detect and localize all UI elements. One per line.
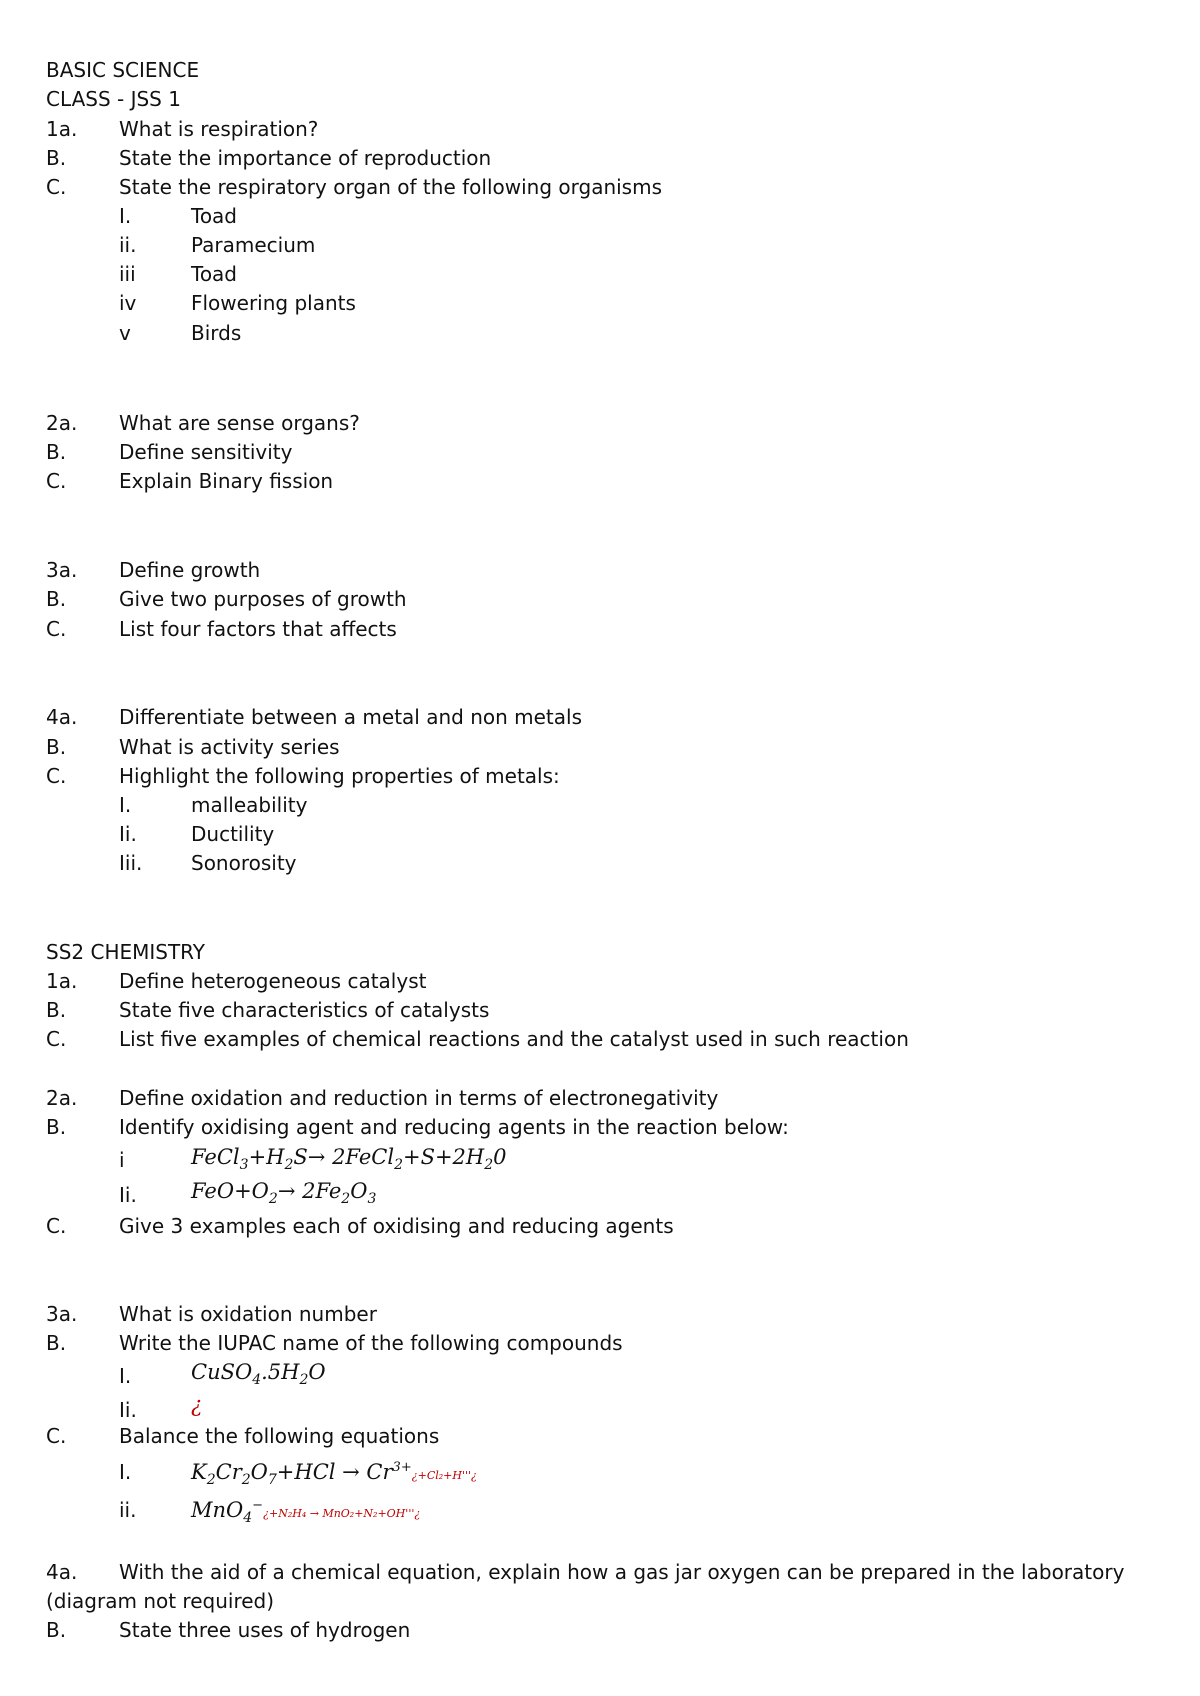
question-label: C. <box>46 1214 67 1238</box>
sub-item-text: Ductility <box>191 822 275 846</box>
question-label: B. <box>46 440 67 464</box>
sub-item-label: I. <box>119 1364 132 1388</box>
question-label: B. <box>46 1115 67 1139</box>
question-label: B. <box>46 146 67 170</box>
question-text: Balance the following equations <box>119 1424 440 1448</box>
sub-item-label: Ii. <box>119 1398 137 1422</box>
sub-item-label: Ii. <box>119 822 137 846</box>
question-label: 4a. <box>46 1560 78 1584</box>
question-label: C. <box>46 1424 67 1448</box>
chemical-equation: $FeO+O_2\to 2Fe_2O_3$ <box>191 1179 377 1207</box>
question-label: 1a. <box>46 117 78 141</box>
question-text: Give two purposes of growth <box>119 587 407 611</box>
question-text: List five examples of chemical reactions and the catalyst used in such reaction <box>119 1027 909 1051</box>
question-text: With the aid of a chemical equation, explain how a gas jar oxygen can be prepared in the laboratory <box>119 1560 1125 1584</box>
section-title: BASIC SCIENCE <box>46 58 200 82</box>
question-label: C. <box>46 617 67 641</box>
chemical-equation: $FeCl_3+H_2S\to$ $2FeCl_2+S+2H_20$ <box>191 1145 507 1173</box>
question-text-continuation: (diagram not required) <box>46 1589 275 1613</box>
question-text: Define oxidation and reduction in terms of electronegativity <box>119 1086 719 1110</box>
chemical-equation: $K_2Cr_2O_7+HCl$ → $Cr^{3+}¿+Cl_2+H'''¿$ <box>191 1460 477 1488</box>
question-label: 3a. <box>46 558 78 582</box>
question-label: 3a. <box>46 1302 78 1326</box>
question-text: Give 3 examples each of oxidising and reducing agents <box>119 1214 674 1238</box>
sub-item-text: Birds <box>191 321 242 345</box>
question-text: Explain Binary fission <box>119 469 334 493</box>
question-text: Identify oxidising agent and reducing agents in the reaction below: <box>119 1115 789 1139</box>
question-text: What is activity series <box>119 735 340 759</box>
question-label: B. <box>46 1618 67 1642</box>
sub-item-label: I. <box>119 1460 132 1484</box>
sub-item-label: ii. <box>119 1498 137 1522</box>
question-label: B. <box>46 735 67 759</box>
question-label: C. <box>46 469 67 493</box>
question-text: State the importance of reproduction <box>119 146 492 170</box>
question-text: Define sensitivity <box>119 440 293 464</box>
question-text: Define growth <box>119 558 261 582</box>
question-text: State three uses of hydrogen <box>119 1618 411 1642</box>
question-label: 4a. <box>46 705 78 729</box>
question-label: C. <box>46 1027 67 1051</box>
question-text: What is respiration? <box>119 117 319 141</box>
question-text: State the respiratory organ of the following organisms <box>119 175 662 199</box>
sub-item-label: I. <box>119 793 132 817</box>
question-text: What is oxidation number <box>119 1302 377 1326</box>
question-text: Define heterogeneous catalyst <box>119 969 427 993</box>
sub-item-label: iv <box>119 291 137 315</box>
sub-item-label: Ii. <box>119 1183 137 1207</box>
sub-item-label: I. <box>119 204 132 228</box>
question-label: B. <box>46 587 67 611</box>
sub-item-text: Sonorosity <box>191 851 297 875</box>
sub-item-label: ii. <box>119 233 137 257</box>
sub-item-text: Toad <box>191 262 238 286</box>
question-label: B. <box>46 1331 67 1355</box>
question-label: 1a. <box>46 969 78 993</box>
question-text: List four factors that affects <box>119 617 397 641</box>
question-label: C. <box>46 764 67 788</box>
sub-item-text: Paramecium <box>191 233 316 257</box>
question-label: C. <box>46 175 67 199</box>
sub-item-label: Iii. <box>119 851 143 875</box>
chemical-equation: MnO$_4$−¿+N₂H₄ → MnO₂+N₂+OH'''¿ <box>191 1498 421 1526</box>
sub-item-text: Flowering plants <box>191 291 356 315</box>
class-line: CLASS - JSS 1 <box>46 87 181 111</box>
sub-item-label: i <box>119 1148 125 1172</box>
chemical-formula: $CuSO_4.5H_2O$ <box>191 1360 326 1388</box>
question-text: State five characteristics of catalysts <box>119 998 490 1022</box>
question-text: Differentiate between a metal and non metals <box>119 705 583 729</box>
question-text: What are sense organs? <box>119 411 360 435</box>
sub-item-text: Toad <box>191 204 238 228</box>
sub-item-label: v <box>119 321 131 345</box>
question-text: Highlight the following properties of metals: <box>119 764 560 788</box>
sub-item-text: malleability <box>191 793 308 817</box>
section-title: SS2 CHEMISTRY <box>46 940 206 964</box>
question-label: B. <box>46 998 67 1022</box>
sub-item-label: iii <box>119 262 136 286</box>
question-label: 2a. <box>46 411 78 435</box>
question-label: 2a. <box>46 1086 78 1110</box>
missing-formula-glyph: ¿ <box>191 1393 203 1417</box>
question-text: Write the IUPAC name of the following compounds <box>119 1331 623 1355</box>
